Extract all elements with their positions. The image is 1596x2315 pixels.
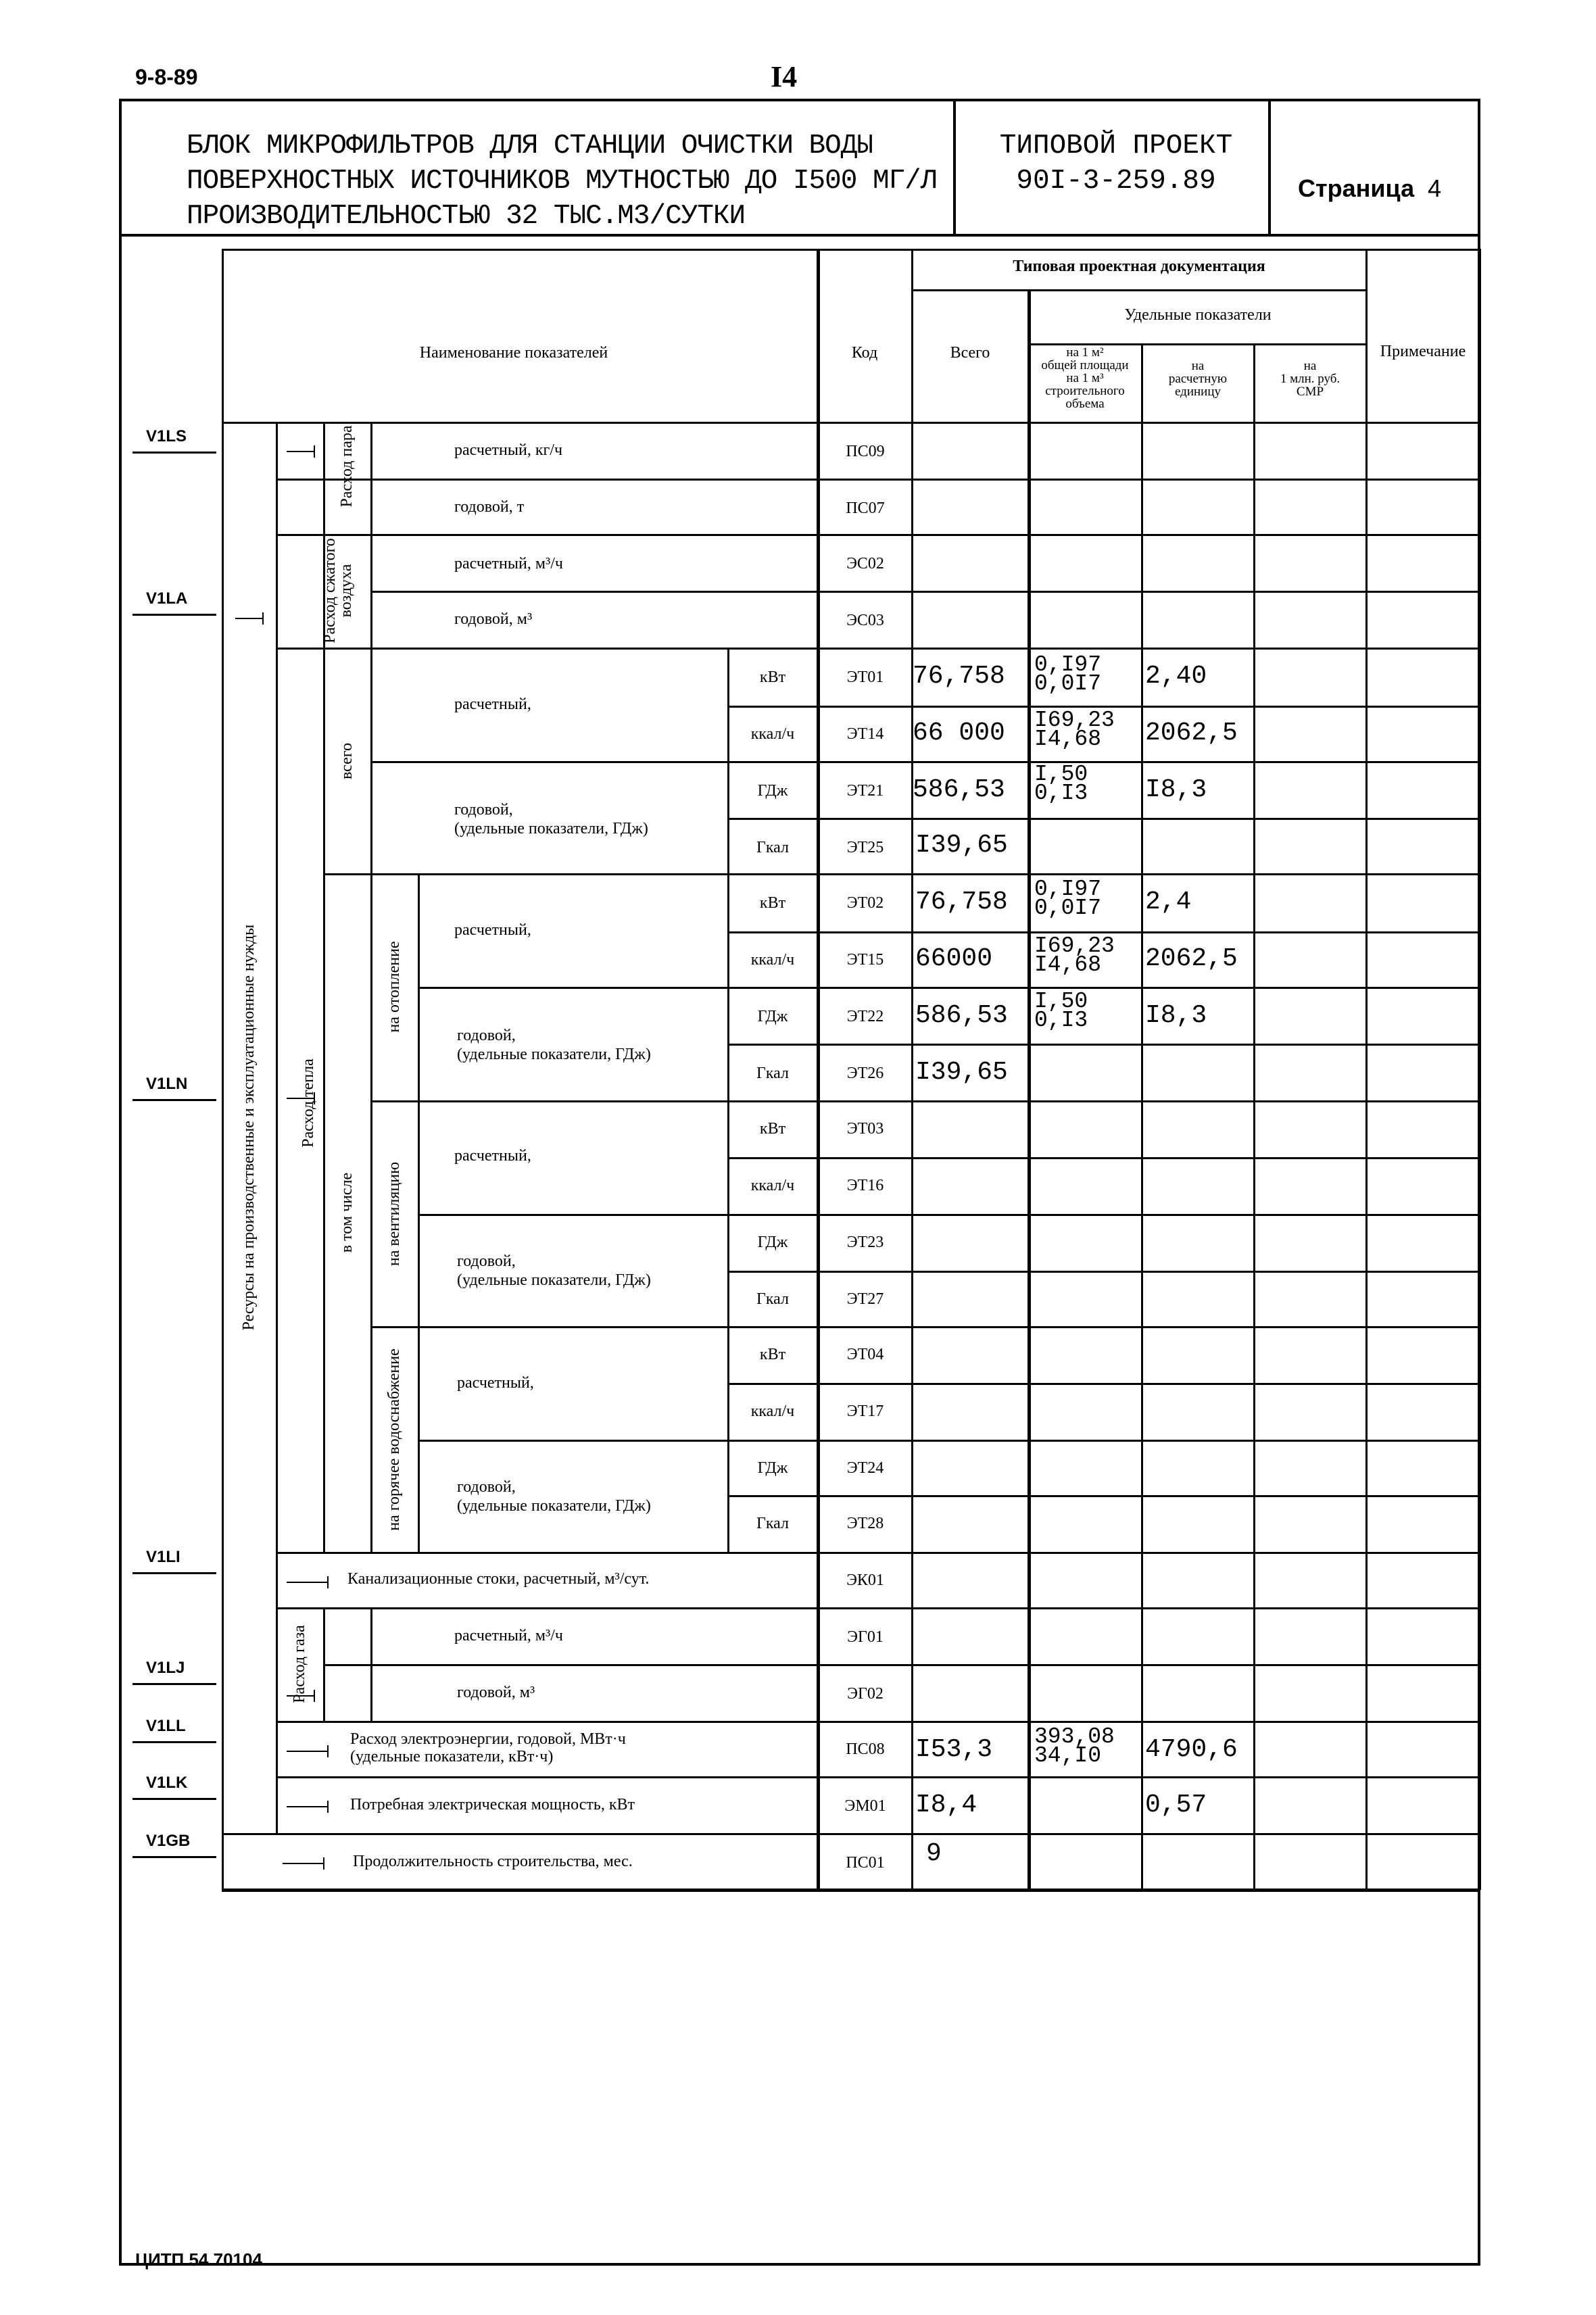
group-heat-total: всего [338, 742, 356, 780]
group-resources: Ресурсы на производственные и эксплуатационные нужды [240, 924, 258, 1331]
row-gas-calc: расчетный, м³/ч [454, 1627, 563, 1644]
total-et25: I39,65 [915, 831, 1008, 860]
unit-et22: I8,3 [1145, 1001, 1207, 1030]
title-line-3: ПРОИЗВОДИТЕЛЬНОСТЬЮ 32 ТЫС.М3/СУТКИ [187, 201, 746, 232]
code-cell: ЭТ26 [846, 1065, 884, 1082]
column-code-header: Код [851, 344, 878, 362]
marker-underline [132, 614, 216, 616]
spec-top: I,50 [1034, 762, 1088, 787]
per-unit-line: единицу [1174, 385, 1222, 399]
spec-et22 [1034, 989, 1088, 1033]
unit-et01: 2,40 [1145, 662, 1207, 691]
marker-sewage: V1LI [146, 1548, 180, 1566]
arrow-icon [287, 1751, 327, 1752]
grid-line [222, 1833, 1480, 1835]
grid-line [323, 648, 325, 1552]
row-air-calc: расчетный, м³/ч [454, 555, 563, 572]
unit-gj: ГДж [757, 1459, 788, 1477]
unit-gj: ГДж [757, 782, 788, 800]
grid-line [418, 1214, 1480, 1216]
group-gas: Расход газа [291, 1625, 308, 1703]
code-cell: ЭТ21 [846, 782, 884, 800]
unit-gcal: Гкал [756, 839, 789, 856]
electro-line: Расход электроэнергии, годовой, МВт·ч [350, 1730, 626, 1748]
code-cell: ПС01 [846, 1854, 885, 1872]
arrow-icon [287, 1806, 327, 1807]
code-cell: ЭТ28 [846, 1515, 884, 1532]
grid-line [370, 591, 1480, 593]
marker-steam: V1LS [146, 427, 187, 445]
annual-line: (удельные показатели, ГДж) [454, 820, 648, 837]
spec-bottom: 0,I3 [1034, 781, 1088, 806]
total-et15: 66000 [915, 944, 993, 973]
unit-gcal: Гкал [756, 1515, 789, 1532]
grid-line [323, 873, 1480, 875]
unit-et14: 2062,5 [1145, 718, 1238, 748]
total-et14: 66 000 [913, 718, 1005, 748]
arrow-icon [235, 618, 262, 619]
unit-kw: кВт [759, 668, 786, 686]
row-gas-annual: годовой, м³ [457, 1684, 535, 1701]
grid-line [1365, 249, 1368, 1890]
code-cell: ЭГ02 [847, 1685, 884, 1703]
total-ps01: 9 [926, 1839, 942, 1868]
marker-power: V1LK [146, 1774, 188, 1792]
grid-line [370, 761, 1480, 763]
total-et26: I39,65 [915, 1058, 1008, 1087]
sheet-number [1298, 174, 1441, 203]
code-cell: ЭТ27 [846, 1290, 884, 1308]
grid-line [370, 1607, 372, 1721]
grid-line [370, 1100, 1480, 1102]
spec-ps08 [1034, 1724, 1115, 1768]
grid-line [727, 818, 1480, 820]
spec-top: 393,08 [1034, 1724, 1115, 1749]
grid-line [418, 873, 420, 1552]
per-unit-line: расчетную [1168, 372, 1228, 386]
unit-gcal: Гкал [756, 1290, 789, 1308]
code-cell: ЭТ01 [846, 668, 884, 686]
grid-line [276, 422, 278, 1833]
annual-line: годовой, [457, 1252, 516, 1270]
grid-line [222, 1888, 1480, 1892]
marker-heat: V1LN [146, 1075, 188, 1093]
code-cell: ЭТ25 [846, 839, 884, 856]
grid-line [276, 479, 1480, 481]
project-number [991, 128, 1241, 199]
grid-line [276, 1721, 1480, 1723]
project-label: ТИПОВОЙ ПРОЕКТ [999, 130, 1233, 162]
grid-line [276, 648, 1480, 650]
spec-top: I69,23 [1034, 933, 1115, 958]
per-mln-line: 1 млн. руб. [1280, 372, 1340, 386]
per-mln-line: на [1303, 359, 1317, 373]
spec-et14 [1034, 708, 1115, 752]
per-mln-line: СМР [1296, 385, 1324, 399]
marker-electro: V1LL [146, 1717, 186, 1735]
grid-line [911, 289, 1367, 291]
unit-kcal: ккал/ч [750, 1403, 795, 1420]
row-power: Потребная электрическая мощность, кВт [350, 1796, 635, 1813]
annual-line: (удельные показатели, ГДж) [457, 1271, 651, 1289]
unit-kw: кВт [759, 894, 786, 912]
grid-line [418, 987, 1480, 989]
unit-et15: 2062,5 [1145, 944, 1238, 973]
grid-line [418, 1440, 1480, 1442]
arrow-icon [287, 1582, 327, 1583]
unit-kcal: ккал/ч [750, 951, 795, 969]
grid-line [222, 422, 1480, 424]
project-code: 90I-3-259.89 [1016, 166, 1216, 197]
per-m2-line: на 1 м² [1066, 345, 1104, 360]
spec-top: I,50 [1034, 989, 1088, 1014]
code-cell: ПС08 [846, 1740, 885, 1758]
unit-kw: кВт [759, 1120, 786, 1138]
annual-line: годовой, [454, 801, 513, 819]
annual-line: (удельные показатели, ГДж) [457, 1046, 651, 1063]
spec-bottom: 34,I0 [1034, 1743, 1102, 1768]
unit-kw: кВт [759, 1346, 786, 1363]
spec-bottom: I4,68 [1034, 727, 1102, 752]
marker-gas: V1LJ [146, 1659, 185, 1677]
group-steam: Расход пара [338, 425, 356, 508]
typical-docs-header: Типовая проектная документация [1013, 258, 1265, 275]
grid-line [276, 1776, 1480, 1778]
grid-line [911, 249, 913, 1890]
grid-line [370, 422, 372, 648]
group-hot-water: на горячее водоснабжение [385, 1348, 403, 1531]
total-et21: 586,53 [913, 775, 1005, 804]
unit-gj: ГДж [757, 1234, 788, 1251]
group-heat: Расход тепла [299, 1058, 317, 1148]
grid-line [727, 1044, 1480, 1046]
row-total-annual [454, 800, 648, 838]
code-cell: ЭК01 [846, 1571, 884, 1589]
spec-bottom: 0,0I7 [1034, 896, 1102, 921]
header-divider-v1 [953, 99, 956, 235]
group-air: Расход сжатого воздуха [321, 538, 355, 643]
per-m2-line: на 1 м³ [1066, 371, 1104, 385]
row-vent-calc: расчетный, [454, 1147, 531, 1165]
code-cell: ЭС02 [846, 555, 884, 572]
column-note-header: Примечание [1380, 343, 1466, 360]
annual-line: годовой, [457, 1478, 516, 1496]
grid-line [1365, 873, 1440, 875]
marker-underline [132, 1572, 216, 1574]
row-electro [350, 1730, 626, 1765]
code-cell: ПС07 [846, 499, 885, 517]
grid-line [727, 1383, 1480, 1385]
title-line-1: БЛОК МИКРОФИЛЬТРОВ ДЛЯ СТАНЦИИ ОЧИСТКИ ВОДЫ [187, 130, 873, 162]
grid-line [276, 534, 1480, 536]
spec-top: 0,I97 [1034, 652, 1102, 677]
code-cell: ЭТ16 [846, 1177, 884, 1194]
spec-bottom: I4,68 [1034, 952, 1102, 977]
marker-air: V1LA [146, 589, 188, 608]
unit-kcal: ккал/ч [750, 725, 795, 743]
annual-line: (удельные показатели, ГДж) [457, 1497, 651, 1515]
row-steam-annual: годовой, т [454, 498, 525, 516]
total-et01: 76,758 [913, 662, 1005, 691]
grid-line [1027, 289, 1031, 1890]
header-divider-v2 [1268, 99, 1271, 235]
grid-line [1479, 249, 1481, 1890]
spec-top: I69,23 [1034, 708, 1115, 733]
grid-line [222, 249, 224, 1890]
column-name-header: Наименование показателей [419, 344, 608, 362]
electro-line: (удельные показатели, кВт·ч) [350, 1748, 554, 1765]
grid-line [727, 1495, 1480, 1497]
code-cell: ЭТ23 [846, 1234, 884, 1251]
code-cell: ЭТ04 [846, 1346, 884, 1363]
row-air-annual: годовой, м³ [454, 610, 533, 628]
grid-line [370, 1326, 1480, 1328]
per-unit-header [1142, 360, 1253, 398]
group-ventilation: на вентиляцию [385, 1161, 403, 1267]
sheet-label: Страница [1298, 174, 1415, 202]
row-total-calc: расчетный, [454, 696, 531, 713]
code-cell: ЭТ22 [846, 1008, 884, 1025]
row-hotwater-calc: расчетный, [457, 1374, 534, 1392]
spec-bottom: 0,I3 [1034, 1008, 1088, 1033]
marker-underline [132, 1099, 216, 1101]
unit-em01: 0,57 [1145, 1790, 1207, 1820]
spec-et02 [1034, 877, 1102, 921]
per-mln-header [1255, 360, 1365, 398]
marker-underline [132, 1741, 216, 1743]
arrow-icon [283, 1863, 323, 1864]
unit-kcal: ккал/ч [750, 1177, 795, 1194]
spec-top: 0,I97 [1034, 877, 1102, 902]
code-cell: ЭС03 [846, 612, 884, 629]
grid-line [727, 1271, 1480, 1273]
unit-gcal: Гкал [756, 1065, 789, 1082]
marker-duration: V1GB [146, 1832, 191, 1850]
grid-line [1141, 343, 1143, 1890]
code-cell: ЭГ01 [847, 1628, 884, 1646]
code-cell: ЭТ15 [846, 951, 884, 969]
sheet-value: 4 [1428, 174, 1442, 202]
grid-line [323, 1607, 325, 1721]
spec-et15 [1034, 933, 1115, 977]
code-cell: ЭТ03 [846, 1120, 884, 1138]
per-m2-line: объема [1065, 397, 1105, 411]
spec-bottom: 0,0I7 [1034, 671, 1102, 696]
footer-code: ЦИТП 54 70104 [135, 2249, 262, 2270]
per-m2-line: общей площади [1041, 358, 1129, 372]
annual-line: годовой, [457, 1027, 516, 1044]
per-unit-line: на [1191, 359, 1205, 373]
spec-et21 [1034, 762, 1088, 806]
unit-ps08: 4790,6 [1145, 1735, 1238, 1764]
per-m2-header [1029, 346, 1141, 410]
code-cell: ПС09 [846, 443, 885, 460]
document-date: 9-8-89 [135, 65, 198, 89]
column-total-header: Всего [950, 344, 990, 362]
unit-gj: ГДж [757, 1008, 788, 1025]
grid-line [276, 1607, 1480, 1609]
group-heating: на отопление [385, 941, 403, 1033]
code-cell: ЭТ24 [846, 1459, 884, 1477]
per-m2-line: строительного [1045, 384, 1125, 398]
specific-header: Удельные показатели [1124, 306, 1272, 324]
total-et02: 76,758 [915, 887, 1008, 917]
unit-et21: I8,3 [1145, 775, 1207, 804]
marker-underline [132, 1856, 216, 1858]
marker-underline [132, 452, 216, 454]
marker-underline [132, 1683, 216, 1685]
marker-underline [132, 1798, 216, 1800]
grid-line [222, 249, 1480, 251]
unit-et02: 2,4 [1145, 887, 1192, 917]
code-cell: ЭМ01 [844, 1797, 886, 1815]
row-duration: Продолжительность строительства, мес. [353, 1853, 633, 1870]
grid-line [323, 1664, 1480, 1666]
title-line-2: ПОВЕРХНОСТНЫХ ИСТОЧНИКОВ МУТНОСТЬЮ ДО I500 МГ/Л [187, 166, 937, 197]
row-sewage: Канализационные стоки, расчетный, м³/сут. [347, 1570, 650, 1588]
arrow-icon [287, 451, 314, 452]
grid-line [276, 1552, 1480, 1554]
group-heat-incl: в том числе [338, 1172, 356, 1253]
row-heating-calc: расчетный, [454, 921, 531, 939]
row-vent-annual [457, 1252, 651, 1290]
spec-et01 [1034, 652, 1102, 696]
grid-line [727, 1157, 1480, 1159]
row-heating-annual [457, 1026, 651, 1064]
page-number: I4 [771, 60, 798, 93]
code-cell: ЭТ17 [846, 1403, 884, 1420]
grid-line [370, 648, 372, 1552]
code-cell: ЭТ14 [846, 725, 884, 743]
total-et22: 586,53 [915, 1001, 1008, 1030]
document-title [187, 128, 936, 234]
total-ps08: I53,3 [915, 1735, 993, 1764]
row-steam-calc: расчетный, кг/ч [454, 441, 563, 459]
header-divider [119, 234, 1480, 237]
row-hotwater-annual [457, 1478, 651, 1515]
code-cell: ЭТ02 [846, 894, 884, 912]
total-em01: I8,4 [915, 1790, 977, 1820]
grid-line [1253, 343, 1255, 1890]
